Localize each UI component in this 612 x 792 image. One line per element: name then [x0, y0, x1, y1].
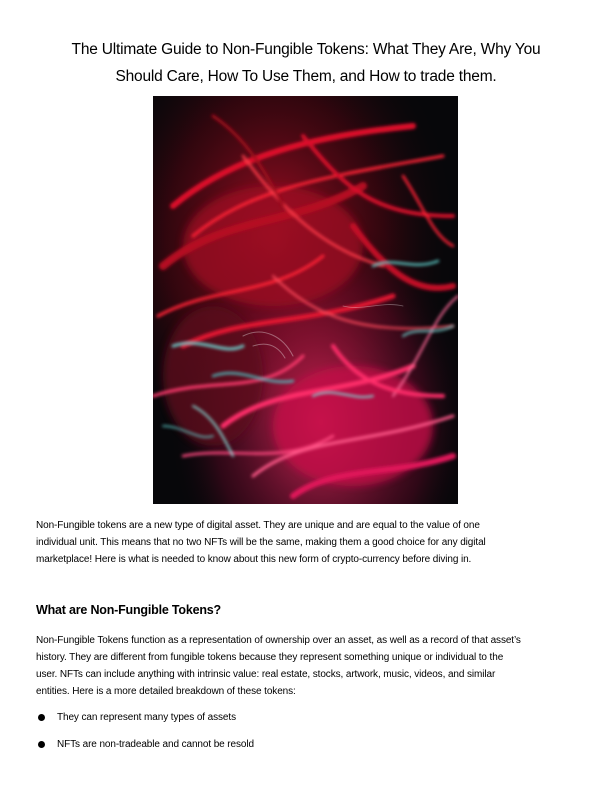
document-title	[30, 36, 582, 90]
bullet-icon	[38, 714, 45, 721]
bullet-list	[36, 711, 254, 765]
section-paragraph	[36, 632, 581, 700]
bullet-text: NFTs are non-tradeable and cannot be resold	[57, 739, 254, 750]
section-line-3: user. NFTs can include anything with intrinsic value: real estate, stocks, artwork, music, videos, and similar	[36, 669, 496, 680]
intro-line-3: marketplace! Here is what is needed to know about this new form of crypto-currency before diving in.	[36, 554, 472, 565]
section-heading: What are Non-Fungible Tokens?	[36, 603, 221, 617]
section-line-4: entities. Here is a more detailed breakdown of these tokens:	[36, 686, 296, 697]
intro-paragraph	[36, 517, 581, 568]
bullet-icon	[38, 741, 45, 748]
intro-line-2: individual unit. This means that no two NFTs will be the same, making them a good choice for any digital	[36, 537, 486, 548]
list-item	[36, 711, 254, 738]
section-line-2: history. They are different from fungible tokens because they represent something unique or individual to the	[36, 652, 504, 663]
section-line-1: Non-Fungible Tokens function as a representation of ownership over an asset, as well as a record of that asset’s	[36, 635, 521, 646]
title-line-1: The Ultimate Guide to Non-Fungible Tokens: What They Are, Why You	[71, 41, 541, 58]
title-line-2: Should Care, How To Use Them, and How to trade them.	[115, 68, 497, 85]
list-item	[36, 738, 254, 765]
abstract-red-teal-swirl-image	[153, 96, 458, 504]
bullet-text: They can represent many types of assets	[57, 712, 236, 723]
intro-line-1: Non-Fungible tokens are a new type of digital asset. They are unique and are equal to the value of one	[36, 520, 480, 531]
hero-image	[153, 96, 458, 504]
